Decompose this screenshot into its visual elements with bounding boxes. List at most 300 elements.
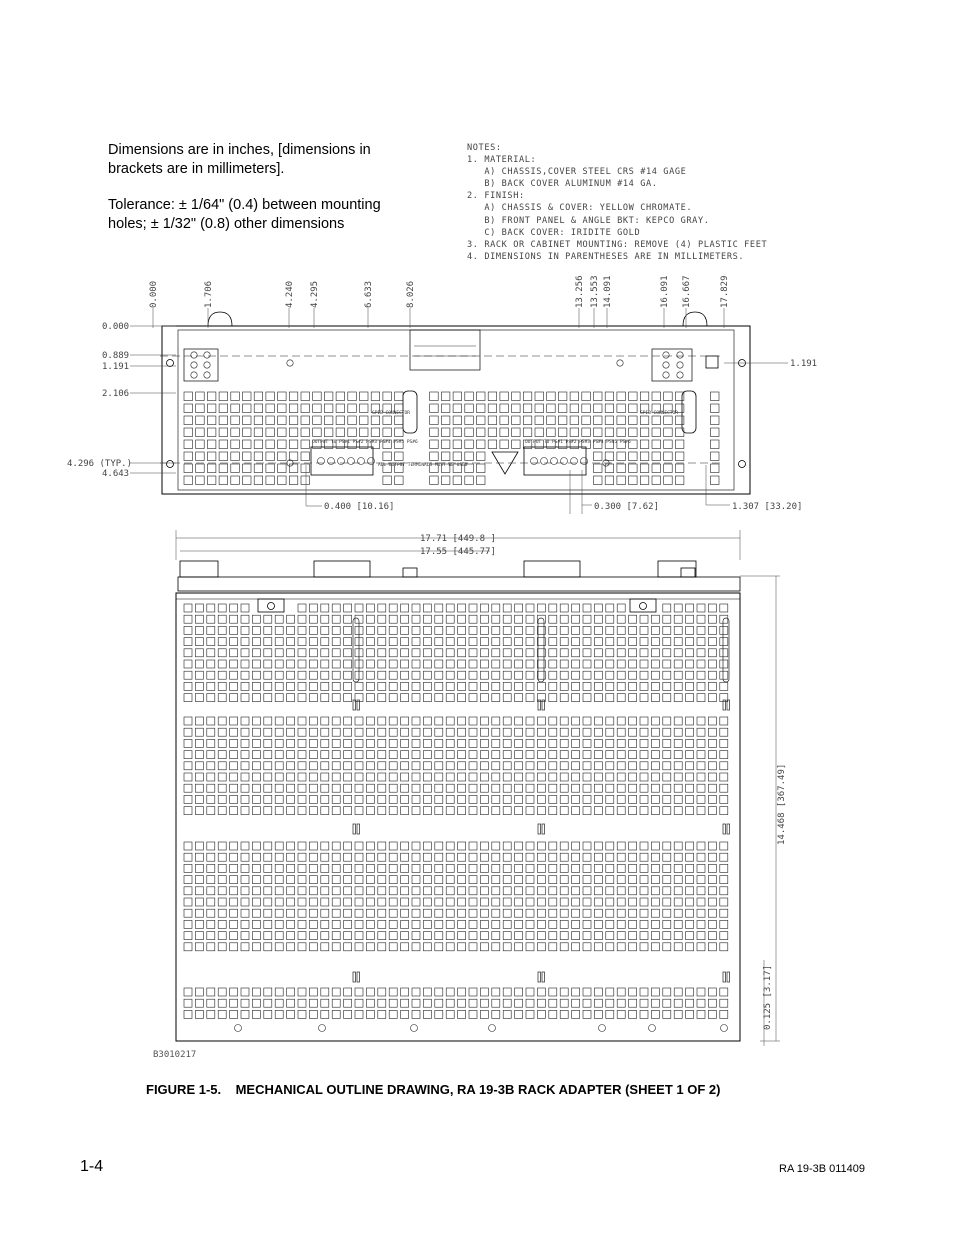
top-vent-cell [549,988,557,996]
top-vent-cell [674,671,682,679]
vent-cell [535,416,544,425]
left-dimension-label: 4.643 [102,469,130,479]
top-vent-cell [241,604,249,612]
rear-hole-icon [649,1025,656,1032]
top-vent-cell [298,717,306,725]
top-vent-cell [617,717,625,725]
top-vent-cell [207,604,215,612]
top-vent-cell [480,751,488,759]
top-vent-cell [549,887,557,895]
top-vent-cell [720,920,728,928]
top-vent-cell [663,762,671,770]
top-vent-cell [697,943,705,951]
top-vent-cell [401,932,409,940]
top-vent-cell [446,784,454,792]
top-vent-cell [720,887,728,895]
handle-right [683,312,707,326]
top-dimension-label: 1.706 [204,280,214,308]
top-vent-cell [503,999,511,1007]
top-vent-cell [594,887,602,895]
top-vent-cell [469,604,477,612]
top-vent-cell [264,807,272,815]
vent-cell [289,440,298,449]
top-vent-cell [526,898,534,906]
top-vent-cell [480,694,488,702]
top-vent-cell [480,864,488,872]
top-vent-cell [401,887,409,895]
top-vent-cell [492,717,500,725]
top-vent-cell [651,671,659,679]
top-vent-cell [526,842,534,850]
top-vent-cell [344,728,352,736]
top-vent-cell [537,853,545,861]
top-vent-cell [663,784,671,792]
top-vent-cell [549,694,557,702]
top-vent-cell [480,638,488,646]
top-vent-cell [195,694,203,702]
top-vent-cell [560,762,568,770]
top-vent-cell [264,638,272,646]
top-vent-cell [446,943,454,951]
top-vent-cell [480,887,488,895]
output-label-left: OUTPUT TO PS#1 PS#2 PS#3 PS#4 PS#5 PS#6 [312,440,418,445]
vent-cell [219,404,228,413]
top-vent-cell [480,909,488,917]
top-vent-cell [321,615,329,623]
vent-cell [278,428,287,437]
top-vent-cell [241,762,249,770]
top-vent-cell [640,864,648,872]
top-vent-cell [218,762,226,770]
top-vent-cell [423,887,431,895]
vent-cell [430,452,439,461]
top-vent-cell [583,626,591,634]
top-vent-cell [423,682,431,690]
top-vent-cell [686,682,694,690]
top-vent-cell [697,898,705,906]
terminal-screw-icon [551,458,558,465]
vent-cell [500,440,509,449]
top-vent-cell [606,932,614,940]
top-vent-cell [697,739,705,747]
top-vent-cell [594,638,602,646]
top-vent-cell [469,638,477,646]
top-vent-cell [378,660,386,668]
top-vent-cell [195,988,203,996]
top-vent-cell [184,784,192,792]
top-vent-cell [480,739,488,747]
top-vent-cell [207,751,215,759]
vent-cell [594,428,603,437]
top-vent-cell [697,638,705,646]
top-vent-cell [412,853,420,861]
top-vent-cell [560,988,568,996]
top-vent-cell [572,660,580,668]
vent-cell [441,428,450,437]
top-vent-cell [218,773,226,781]
top-vent-cell [321,728,329,736]
top-vent-cell [572,842,580,850]
top-vent-cell [629,932,637,940]
top-vent-cell [492,999,500,1007]
top-vent-cell [389,898,397,906]
vent-cell [289,416,298,425]
top-vent-cell [401,999,409,1007]
top-vent-cell [515,649,523,657]
vent-cell [605,452,614,461]
top-vent-cell [321,988,329,996]
top-vent-cell [355,1010,363,1018]
vent-cell [652,476,661,485]
top-vent-cell [412,626,420,634]
top-vent-cell [708,795,716,803]
top-vent-cell [252,943,260,951]
top-vent-cell [606,762,614,770]
top-vent-cell [617,876,625,884]
top-vent-cell [435,626,443,634]
vent-cell [243,452,252,461]
top-vent-cell [720,773,728,781]
top-vent-cell [492,671,500,679]
rear-hole-icon [411,1025,418,1032]
top-vent-cell [469,682,477,690]
top-vent-cell [378,807,386,815]
top-vent-cell [583,943,591,951]
vent-cell [348,392,357,401]
vent-cell [711,476,720,485]
top-vent-cell [674,795,682,803]
top-vent-cell [435,853,443,861]
top-vent-cell [606,638,614,646]
top-vent-cell [492,604,500,612]
top-vent-cell [572,682,580,690]
top-vent-cell [366,682,374,690]
top-vent-cell [629,853,637,861]
top-vent-cell [275,864,283,872]
top-vent-cell [617,739,625,747]
vent-cell [196,392,205,401]
top-vent-cell [389,626,397,634]
top-vent-cell [663,626,671,634]
top-vent-cell [583,887,591,895]
top-vent-cell [549,909,557,917]
top-vent-cell [309,909,317,917]
vent-cell [360,392,369,401]
top-vent-cell [594,842,602,850]
top-vent-cell [287,694,295,702]
top-vent-cell [344,739,352,747]
top-vent-cell [640,999,648,1007]
top-vent-cell [275,615,283,623]
top-vent-cell [344,773,352,781]
top-vent-cell [515,660,523,668]
top-vent-cell [720,943,728,951]
vent-cell [465,440,474,449]
top-vent-cell [492,626,500,634]
top-vent-cell [492,1010,500,1018]
top-vent-cell [252,638,260,646]
top-vent-cell [515,887,523,895]
vent-cell [594,392,603,401]
top-vent-cell [458,887,466,895]
top-vent-cell [617,807,625,815]
top-vent-cell [617,762,625,770]
vent-cell [243,428,252,437]
top-vent-cell [503,807,511,815]
top-vent-cell [503,943,511,951]
top-vent-cell [287,876,295,884]
slot-pin-icon [538,972,541,982]
top-vent-cell [549,717,557,725]
top-vent-cell [686,898,694,906]
vent-cell [278,392,287,401]
top-vent-cell [480,876,488,884]
top-vent-cell [651,717,659,725]
top-vent-cell [195,842,203,850]
top-vent-cell [480,762,488,770]
vent-cell [558,392,567,401]
slot-icon [538,618,544,682]
top-vent-cell [515,784,523,792]
vent-cell [231,440,240,449]
rear-hole-icon [319,1025,326,1032]
top-vent-cell [344,988,352,996]
top-vent-cell [651,887,659,895]
vent-cell [336,404,345,413]
top-vent-cell [629,671,637,679]
top-vent-cell [629,999,637,1007]
top-vent-cell [423,864,431,872]
top-vent-cell [321,694,329,702]
top-vent-cell [503,615,511,623]
top-vent-cell [594,682,602,690]
top-vent-cell [435,920,443,928]
top-vent-cell [674,853,682,861]
top-vent-cell [686,909,694,917]
top-vent-cell [446,717,454,725]
left-dimension-label: 1.191 [102,362,130,372]
vent-cell [652,428,661,437]
top-vent-cell [184,660,192,668]
top-vent-cell [469,751,477,759]
top-vent-cell [435,739,443,747]
top-vent-cell [606,671,614,679]
top-vent-cell [651,773,659,781]
top-vent-cell [412,682,420,690]
top-vent-cell [606,1010,614,1018]
top-vent-cell [275,671,283,679]
top-vent-cell [230,943,238,951]
vent-cell [289,392,298,401]
top-vent-cell [446,842,454,850]
top-vent-cell [344,920,352,928]
top-vent-cell [264,762,272,770]
top-vent-cell [218,638,226,646]
top-vent-cell [275,876,283,884]
top-vent-cell [321,660,329,668]
top-vent-cell [287,773,295,781]
top-vent-cell [594,853,602,861]
top-vent-cell [686,615,694,623]
top-vent-cell [321,773,329,781]
top-vent-cell [423,615,431,623]
top-vent-cell [298,920,306,928]
vent-cell [512,404,520,413]
top-vent-cell [423,999,431,1007]
top-vent-cell [560,932,568,940]
vent-cell [711,392,720,401]
top-vent-cell [412,649,420,657]
vent-cell [441,416,450,425]
rear-hole-icon [489,1025,496,1032]
vent-cell [430,404,439,413]
top-vent-cell [252,784,260,792]
top-vent-cell [412,773,420,781]
top-vent-cell [480,807,488,815]
top-vent-cell [663,604,671,612]
top-vent-cell [572,920,580,928]
top-vent-cell [651,784,659,792]
top-vent-cell [389,999,397,1007]
top-dimensions [149,275,730,328]
top-dimension-label: 13.256 [575,275,585,308]
top-vent-cell [629,898,637,906]
top-vent-cell [583,1010,591,1018]
top-vent-cell [218,999,226,1007]
top-vent-cell [355,999,363,1007]
top-vent-cell [298,762,306,770]
top-vent-cell [184,751,192,759]
top-vent-cell [378,999,386,1007]
top-vent-cell [287,739,295,747]
top-vent-cell [332,649,340,657]
top-vent-cell [697,909,705,917]
top-vent-cell [663,807,671,815]
rear-hole-icon [235,1025,242,1032]
top-vent-cell [720,694,728,702]
vent-cell [266,392,275,401]
top-vent-cell [503,638,511,646]
vent-cell [617,404,626,413]
top-vent-cell [549,728,557,736]
top-dimension-label: 0.000 [149,280,159,308]
top-vent-cell [366,999,374,1007]
top-vent-cell [560,999,568,1007]
top-vent-cell [446,728,454,736]
top-vent-cell [287,898,295,906]
top-vent-cell [458,920,466,928]
top-vent-cell [446,773,454,781]
top-vent-cell [298,876,306,884]
top-vent-cell [674,784,682,792]
top-vent-cell [446,638,454,646]
top-vent-cell [515,807,523,815]
top-vent-cell [492,887,500,895]
top-vent-cell [515,739,523,747]
top-vent-cell [708,943,716,951]
vent-cell [441,476,450,485]
top-vent-cell [378,604,386,612]
top-vent-cell [640,626,648,634]
top-vent-cell [674,773,682,781]
top-vent-cell [617,898,625,906]
top-vent-cell [252,660,260,668]
vent-cell [207,452,216,461]
top-vent-cell [287,842,295,850]
top-vent-cell [412,784,420,792]
top-vent-cell [378,988,386,996]
vent-cell [594,464,603,473]
vent-cell [348,428,357,437]
top-vent-cell [674,898,682,906]
top-vent-cell [355,604,363,612]
top-vent-cell [184,864,192,872]
top-vent-cell [446,1010,454,1018]
top-vent-cell [366,604,374,612]
top-vent-cell [583,660,591,668]
top-vent-cell [492,932,500,940]
top-vent-cell [321,932,329,940]
top-vent-cell [720,660,728,668]
top-vent-cell [663,694,671,702]
top-vent-cell [435,999,443,1007]
top-vent-cell [606,999,614,1007]
terminal-screw-icon [581,458,588,465]
top-vent-cell [549,795,557,803]
top-vent-cell [503,671,511,679]
top-vent-cell [241,682,249,690]
vent-cell [675,464,684,473]
top-vent-cell [640,739,648,747]
top-vent-cell [344,671,352,679]
top-vent-cell [446,988,454,996]
top-vent-cell [195,853,203,861]
vent-cell [640,440,649,449]
top-vent-cell [184,932,192,940]
vent-cell [254,416,263,425]
top-vent-cell [241,842,249,850]
top-vent-cell [389,909,397,917]
top-vent-cell [423,773,431,781]
top-vent-cell [594,932,602,940]
top-vent-cell [674,694,682,702]
top-vent-cell [572,717,580,725]
top-vent-cell [344,909,352,917]
top-vent-cell [184,876,192,884]
vent-cell [219,392,228,401]
terminal-screw-icon [561,458,568,465]
top-vent-cell [389,920,397,928]
top-vent-cell [401,988,409,996]
top-vent-cell [617,999,625,1007]
top-vent-cell [583,999,591,1007]
top-vent-cell [412,795,420,803]
top-vent-cell [526,649,534,657]
vent-cell [535,392,544,401]
top-vent-cell [401,795,409,803]
top-vent-cell [594,773,602,781]
top-vent-cell [572,909,580,917]
top-vent-cell [378,795,386,803]
top-vent-cell [423,898,431,906]
top-vent-cell [355,943,363,951]
top-vent-cell [446,671,454,679]
top-vent-cell [366,1010,374,1018]
top-vent-cell [230,864,238,872]
top-vent-cell [697,604,705,612]
top-vent-cell [207,739,215,747]
figure-caption: FIGURE 1-5. MECHANICAL OUTLINE DRAWING, RA 19-3B RACK ADAPTER (SHEET 1 OF 2) [146,1082,721,1097]
